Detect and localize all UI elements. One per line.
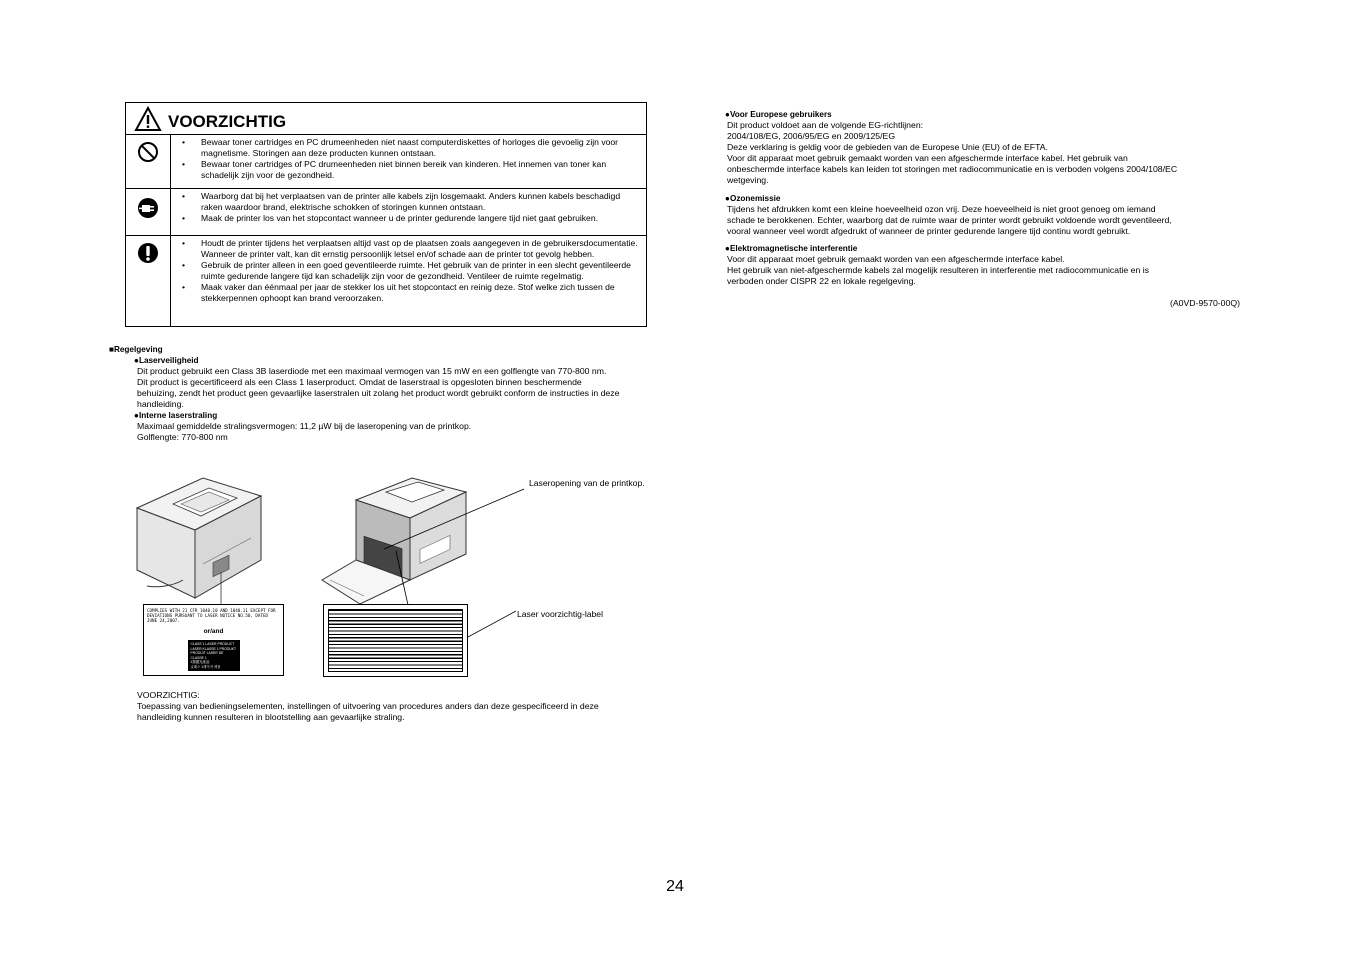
emi-heading: ●Elektromagnetische interferentie <box>725 244 858 253</box>
caution-title: VOORZICHTIG <box>168 112 287 131</box>
laser-compliance-sticker: COMPLIES WITH 21 CFR 1040.10 AND 1040.11 EXCEPT FOR DEVIATIONS PURSUANT TO LASER NOTICE NO.50, DATED JUNE 24,2007. or/and CLASS 1 LASER PRODUCT LASER KLASSE 1 PRODUKT PRODUIT LASER DE CLASSE 1 1類激光產品 클래스 1레이저 제품 <box>143 604 284 676</box>
caution-row-handling <box>126 236 646 326</box>
caution-row-storage <box>126 135 646 189</box>
label-laser-opening: Laseropening van de printkop. <box>529 478 645 488</box>
caution-item: • Waarborg dat bij het verplaatsen van de printer alle kabels zijn losgemaakt. Anders kunnen kabels beschadigd raken waardoor brand, elektrische schokken of storingen kunnen ontstaan. <box>171 191 640 213</box>
caution-item: • Maak de printer los van het stopcontact wanneer u de printer gedurende langere tijd niet gaat gebruiken. <box>171 213 640 224</box>
caution-row-cables <box>126 189 646 236</box>
printer-illustration-back <box>133 474 273 604</box>
unplug-icon <box>137 197 159 219</box>
laser-safety-heading: ●Laserveiligheid <box>134 356 199 365</box>
class1-label: CLASS 1 LASER PRODUCT LASER KLASSE 1 PRODUKT PRODUIT LASER DE CLASSE 1 1類激光產品 클래스 1레이저 제품 <box>188 640 240 671</box>
document-code: (A0VD-9570-00Q) <box>1169 298 1240 308</box>
caution-item: • Maak vaker dan éénmaal per jaar de stekker los uit het stopcontact en reinig deze. Stof welke zich tussen de stekkerpennen ophoopt kan brand veroorzaken. <box>171 282 640 304</box>
ozone-heading: ●Ozonemissie <box>725 194 781 203</box>
warning-triangle-icon <box>134 106 162 132</box>
caution-box <box>125 102 647 327</box>
laser-safety-text: Dit product gebruikt een Class 3B laserdiode met een maximaal vermogen van 15 mW en een golflengte van 770-800 nm. Dit product is gecertificeerd als een Class 1 laserproduct. Omdat de laserstraal is opgesloten binnen beschermende behuizing, zendt het product geen gevaarlijke laserstralen uit zolang het product wordt gebruikt conform de instructies in deze handleiding. <box>137 366 620 409</box>
prohibition-icon <box>137 141 159 163</box>
page-number: 24 <box>666 878 684 895</box>
ozone-text: Tijdens het afdrukken komt een kleine hoeveelheid ozon vrij. Deze hoeveelheid is niet groot genoeg om iemand schade te berokkenen. Echter, waarborg dat de ruimte waar de printer wordt gebruikt voldoende wordt geventileerd, vooral wanneer veel wordt afgedrukt of wanneer de printer gedurende langere tijd continu wordt gebruikt. <box>727 204 1172 236</box>
eu-text: Dit product voldoet aan de volgende EG-richtlijnen: 2004/108/EG, 2006/95/EG en 2009/125/EG Deze verklaring is geldig voor de gebieden van de Europese Unie (EU) of de EFTA. Voor dit apparaat moet gebruik gemaakt worden van een afgeschermde interface kabel. Het gebruik van onbeschermde interface kabels kan leiden tot storingen met radiocommunicatie en is verboden volgens 2004/108/EC wetgeving. <box>727 120 1178 185</box>
internal-laser-text: Maximaal gemiddelde stralingsvermogen: 11,2 µW bij de laseropening van de printkop. Golflengte: 770-800 nm <box>137 421 472 442</box>
caution-item: • Gebruik de printer alleen in een goed geventileerde ruimte. Het gebruik van de printer in een slecht geventileerde ruimte gedurende langere tijd kan schadelijk zijn voor de gezondheid. Ventileer de ruimte regelmatig. <box>171 260 640 282</box>
exclamation-icon <box>137 242 159 264</box>
caution-item: • Houdt de printer tijdens het verplaatsen altijd vast op de plaatsen zoals aangegeven in de gebruikersdocumentatie. Wanneer de printer valt, kan dit ernstig persoonlijk letsel en/of schade aan de printer tot gevolg hebben. <box>171 238 640 260</box>
regulation-heading: ■Regelgeving <box>109 345 163 354</box>
label-laser-caution: Laser voorzichtig-label <box>517 609 603 619</box>
leader-lines <box>380 485 540 645</box>
caution-header <box>126 103 646 135</box>
emi-text: Voor dit apparaat moet gebruik gemaakt worden van een afgeschermde interface kabel. Het gebruik van niet-afgeschermde kabels zal mogelijk resulteren in interferentie met radiocommunicatie en is verboden onder CISPR 22 en lokale regelgeving. <box>727 254 1150 286</box>
caution-item: • Bewaar toner cartridges of PC drumeenheden niet binnen bereik van kinderen. Het innemen van toner kan schadelijk zijn voor de gezondheid. <box>171 159 640 181</box>
caution-note-heading: VOORZICHTIG: <box>137 690 200 700</box>
eu-heading: ●Voor Europese gebruikers <box>725 110 832 119</box>
caution-note-text: Toepassing van bedieningselementen, instellingen of uitvoering van procedures anders dan deze gespecificeerd in deze handleiding kunnen resulteren in blootstelling aan gevaarlijke straling. <box>137 701 599 722</box>
internal-laser-heading: ●Interne laserstraling <box>134 411 218 420</box>
caution-item: • Bewaar toner cartridges en PC drumeenheden niet naast computerdiskettes of horloges die gevoelig zijn voor magnetisme. Storingen aan deze producten kunnen ontstaan. <box>171 137 640 159</box>
